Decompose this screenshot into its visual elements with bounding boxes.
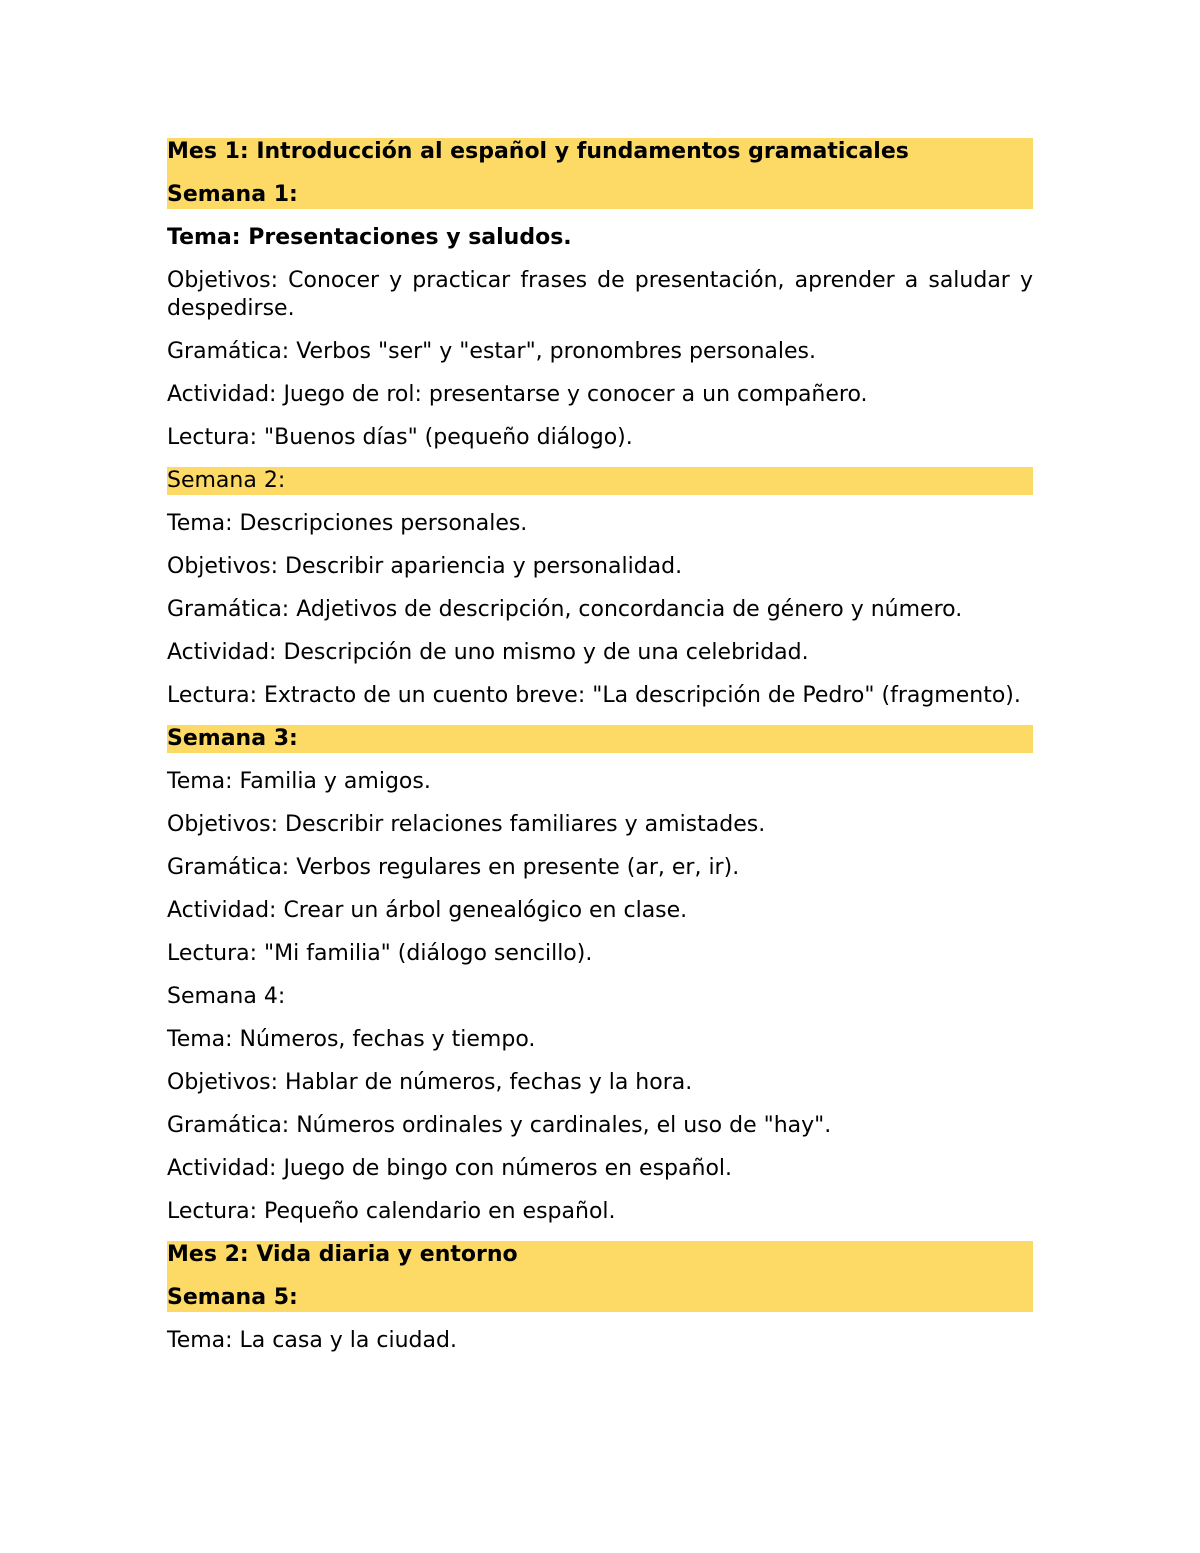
month-1-title: Mes 1: Introducción al español y fundamentos gramaticales bbox=[167, 138, 1033, 166]
week-2-tema: Tema: Descripciones personales. bbox=[167, 511, 528, 536]
week-1-actividad: Actividad: Juego de rol: presentarse y conocer a un compañero. bbox=[167, 382, 868, 407]
week-5-label: Semana 5: bbox=[167, 1284, 1033, 1312]
week-3-lectura: Lectura: "Mi familia" (diálogo sencillo). bbox=[167, 941, 593, 966]
week-1-tema: Tema: Presentaciones y saludos. bbox=[167, 225, 572, 250]
week-3-tema: Tema: Familia y amigos. bbox=[167, 769, 431, 794]
week-1-label: Semana 1: bbox=[167, 181, 1033, 209]
week-4-lectura: Lectura: Pequeño calendario en español. bbox=[167, 1199, 616, 1224]
week-4-tema: Tema: Números, fechas y tiempo. bbox=[167, 1027, 536, 1052]
week-1-lectura: Lectura: "Buenos días" (pequeño diálogo). bbox=[167, 425, 633, 450]
week-4-actividad: Actividad: Juego de bingo con números en español. bbox=[167, 1156, 733, 1181]
week-4-objetivos: Objetivos: Hablar de números, fechas y la hora. bbox=[167, 1070, 693, 1095]
week-3-actividad: Actividad: Crear un árbol genealógico en clase. bbox=[167, 898, 688, 923]
week-4-label: Semana 4: bbox=[167, 984, 286, 1009]
week-4-gramatica: Gramática: Números ordinales y cardinales, el uso de "hay". bbox=[167, 1113, 832, 1138]
week-3-gramatica: Gramática: Verbos regulares en presente (ar, er, ir). bbox=[167, 855, 740, 880]
month-2-header bbox=[167, 1241, 1033, 1312]
week-5-tema: Tema: La casa y la ciudad. bbox=[167, 1328, 457, 1353]
month-2-title: Mes 2: Vida diaria y entorno bbox=[167, 1241, 1033, 1269]
highlight-gap bbox=[167, 166, 1033, 181]
week-2-gramatica: Gramática: Adjetivos de descripción, concordancia de género y número. bbox=[167, 597, 963, 622]
highlight-gap bbox=[167, 1269, 1033, 1284]
week-3-objetivos: Objetivos: Describir relaciones familiares y amistades. bbox=[167, 812, 766, 837]
month-1-header bbox=[167, 138, 1033, 209]
week-2-lectura: Lectura: Extracto de un cuento breve: "La descripción de Pedro" (fragmento). bbox=[167, 683, 1021, 708]
week-2-objetivos: Objetivos: Describir apariencia y personalidad. bbox=[167, 554, 683, 579]
week-2-actividad: Actividad: Descripción de uno mismo y de una celebridad. bbox=[167, 640, 809, 665]
document-body bbox=[167, 138, 1033, 1370]
week-1-objetivos: Objetivos: Conocer y practicar frases de presentación, aprender a saludar y despedirse. bbox=[167, 268, 1033, 321]
week-1-gramatica: Gramática: Verbos "ser" y "estar", pronombres personales. bbox=[167, 339, 816, 364]
week-3-label: Semana 3: bbox=[167, 725, 1033, 753]
week-2-label: Semana 2: bbox=[167, 467, 1033, 495]
